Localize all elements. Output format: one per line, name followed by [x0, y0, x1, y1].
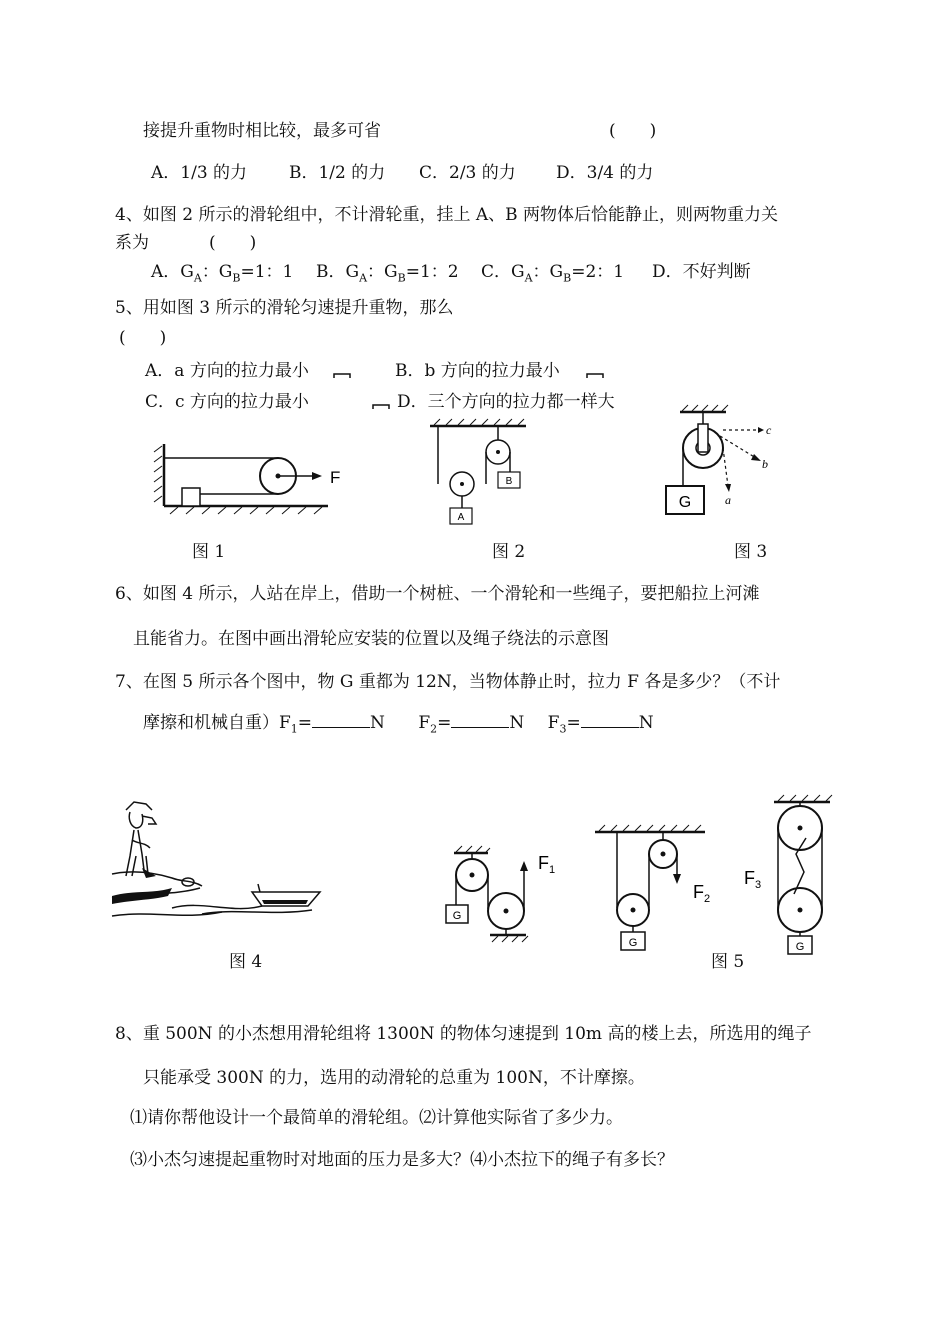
figure-3-label-b: b	[762, 457, 768, 471]
figure-5a-f1-label: $F_1$	[538, 853, 556, 876]
q3-option-d: D．3/4 的力	[556, 163, 654, 183]
figure-2-label-b: B	[505, 476, 513, 487]
figure-3-label-a: a	[725, 493, 731, 507]
figure-2-caption: 图 2	[492, 542, 526, 562]
q4-option-d: D．不好判断	[652, 262, 751, 282]
figure-1-f-label: F	[330, 468, 341, 487]
figure-4	[112, 796, 332, 921]
q4-option-b: B．$G_A$：$G_B=1$：2	[316, 262, 459, 285]
q6-line1: 6、如图 4 所示，人站在岸上，借助一个树桩、一个滑轮和一些绳子，要把船拉上河滩	[115, 584, 760, 604]
q7-line2: 摩擦和机械自重）$F_1= N$ $F_2= N$ $F_3= N$	[143, 713, 654, 736]
q4-line2: 系为	[115, 233, 149, 253]
figure-3	[660, 404, 790, 524]
q5-answer-paren: ( )	[119, 328, 167, 348]
q7-line1: 7、在图 5 所示各个图中，物 G 重都为 12N，当物体静止时，拉力 F 各是多少？（不计	[115, 672, 781, 692]
q5-option-c: C．c 方向的拉力最小	[145, 392, 309, 412]
f3-answer-blank[interactable]	[581, 712, 639, 728]
figure-5a	[432, 845, 562, 955]
q8-subquestions-1-2: ⑴请你帮他设计一个最简单的滑轮组。⑵计算他实际省了多少力。	[130, 1108, 623, 1128]
figure-1-caption: 图 1	[192, 542, 226, 562]
figure-3-label-c: c	[766, 423, 772, 437]
figure-3-label-g: G	[678, 494, 692, 511]
figure-2-label-a: A	[457, 512, 465, 523]
figure-3-caption: 图 3	[734, 542, 768, 562]
q3-answer-paren: ( )	[609, 121, 657, 141]
q3-option-c: C．2/3 的力	[419, 163, 516, 183]
figure-5b-label-g: G	[628, 937, 638, 949]
figure-5c	[740, 794, 840, 954]
figure-4-caption: 图 4	[229, 952, 263, 972]
q5-option-a: A．a 方向的拉力最小	[145, 361, 309, 381]
figure-5c-label-g: G	[795, 941, 805, 953]
figure-2	[428, 418, 538, 528]
figure-1	[150, 438, 350, 528]
figure-5c-f3-label: $F_3$	[744, 868, 762, 891]
figure-5b-f2-label: $F_2$	[693, 882, 711, 905]
f1-answer-blank[interactable]	[312, 712, 370, 728]
q8-line2: 只能承受 300N 的力，选用的动滑轮的总重为 100N，不计摩擦。	[143, 1068, 645, 1088]
q5-option-b: B．b 方向的拉力最小	[395, 361, 560, 381]
q4-option-a: A．$G_A$：$G_B=1$：1	[151, 262, 294, 285]
figure-5a-label-g: G	[452, 910, 462, 922]
q8-subquestions-3-4: ⑶小杰匀速提起重物时对地面的压力是多大？⑷小杰拉下的绳子有多长？	[130, 1150, 674, 1170]
q6-line2: 且能省力。在图中画出滑轮应安装的位置以及绳子绕法的示意图	[133, 629, 609, 649]
q4-option-c: C．$G_A$：$G_B=2$：1	[481, 262, 625, 285]
q5-option-d: D．三个方向的拉力都一样大	[397, 392, 615, 412]
q4-line1: 4、如图 2 所示的滑轮组中，不计滑轮重，挂上 A、B 两物体后恰能静止，则两物重力关	[115, 205, 779, 225]
q3-option-b: B．1/2 的力	[289, 163, 386, 183]
q3-option-a: A．1/3 的力	[151, 163, 248, 183]
q8-line1: 8、重 500N 的小杰想用滑轮组将 1300N 的物体匀速提到 10m 高的楼上去，所选用的绳子	[115, 1024, 812, 1044]
figure-5b	[593, 822, 723, 952]
q3-tail-text: 接提升重物时相比较，最多可省	[143, 121, 381, 141]
q5-line1: 5、用如图 3 所示的滑轮匀速提升重物，那么	[115, 298, 454, 318]
figure-5-caption: 图 5	[711, 952, 745, 972]
q4-answer-paren: ( )	[209, 233, 257, 253]
f2-answer-blank[interactable]	[451, 712, 509, 728]
